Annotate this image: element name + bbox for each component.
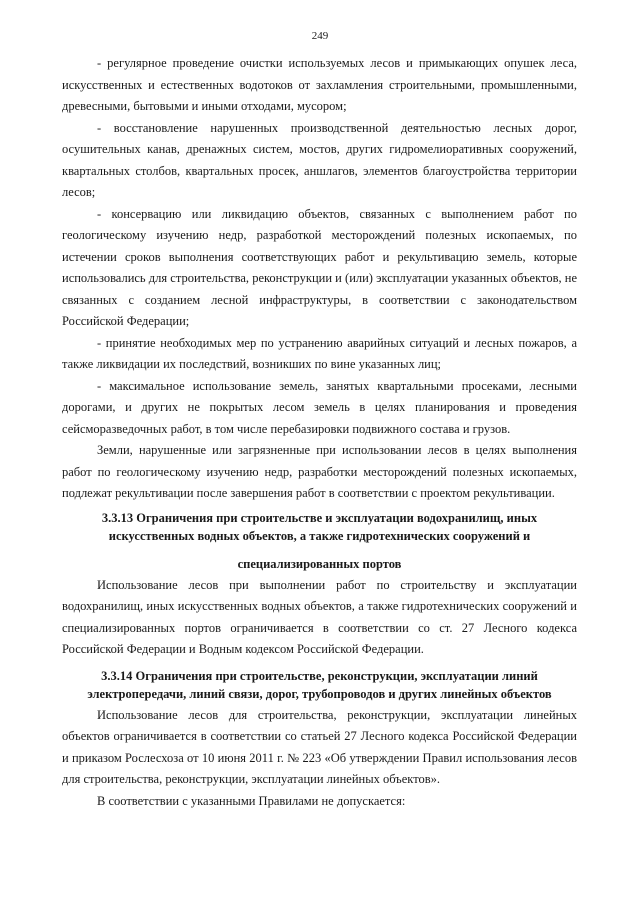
bullet-infrastructure-restoration: - восстановление нарушенных производственной деятельностью лесных дорог, осушительных канав, дренажных систем, мостов, других гидромелиоративных сооружений, квартальных столбов, квартальных просек, аншлагов, элементов благоустройства территории лесов; <box>62 120 577 199</box>
section-3-3-13-text: Использование лесов при выполнении работ по строительству и эксплуатации водохранилищ, иных искусственных водных объектов, а также гидротехнических сооружений и специализированных портов ограничивается в соответствии со ст. 27 Лесного кодекса Российской Федерации и Водным кодексом Российской Федерации. <box>62 577 577 656</box>
section-3-3-14-heading: 3.3.14 Ограничения при строительстве, реконструкции, эксплуатации линий электропередачи, линий связи, дорог, трубопроводов и других линейных объектов <box>87 668 552 701</box>
land-recultivation-paragraph: Земли, нарушенные или загрязненные при использовании лесов в целях выполнения работ по геологическому изучению недр, разработки месторождений полезных ископаемых, подлежат рекультивации после завершения работ в соответствии с проектом рекультивации. <box>62 443 577 500</box>
page-body <box>62 53 577 812</box>
bullet-forest-cleaning: - регулярное проведение очистки используемых лесов и примыкающих опушек леса, искусственных и естественных водотоков от захламления строительными, промышленными, древесными, бытовыми и иными отходами, мусором; <box>62 56 577 113</box>
bullet-land-use: - максимальное использование земель, занятых квартальными просеками, лесными дорогами, и других не покрытых лесом земель в целях планирования и проведения сейсморазведочных работ, в том числе перебазировки подвижного состава и грузов. <box>62 378 577 436</box>
section-3-3-14-rules-intro: В соответствии с указанными Правилами не допускается: <box>97 793 406 808</box>
bullet-conservation-liquidation: - консервацию или ликвидацию объектов, связанных с выполнением работ по геологическому изучению недр, разработкой месторождений полезных ископаемых, по истечении сроков выполнения соответствующих работ и рекультивацию земель, которые использовались для строительства, реконструкции и (или) эксплуатации указанных объектов, не связанных с созданием лесной инфраструктуры, в соответствии с законодательством Российской Федерации; <box>62 206 577 328</box>
page-number: 249 <box>311 30 329 42</box>
bullet-emergency-measures: - принятие необходимых мер по устранению аварийных ситуаций и лесных пожаров, а также ликвидации их последствий, возникших по вине указанных лиц; <box>62 335 577 371</box>
section-3-3-13-heading: 3.3.13 Ограничения при строительстве и эксплуатации водохранилищ, иных искусственных водных объектов, а также гидротехнических сооружений и <box>101 510 538 543</box>
section-3-3-14-text: Использование лесов для строительства, реконструкции, эксплуатации линейных объектов ограничивается в соответствии со статьей 27 Лесного кодекса Российской Федерации и приказом Рослесхоза от 10 июня 2011 г. № 223 «Об утверждении Правил использования лесов для строительства, реконструкции, эксплуатации линейных объектов». <box>62 707 577 786</box>
section-3-3-13-heading-continued: специализированных портов <box>237 556 402 571</box>
